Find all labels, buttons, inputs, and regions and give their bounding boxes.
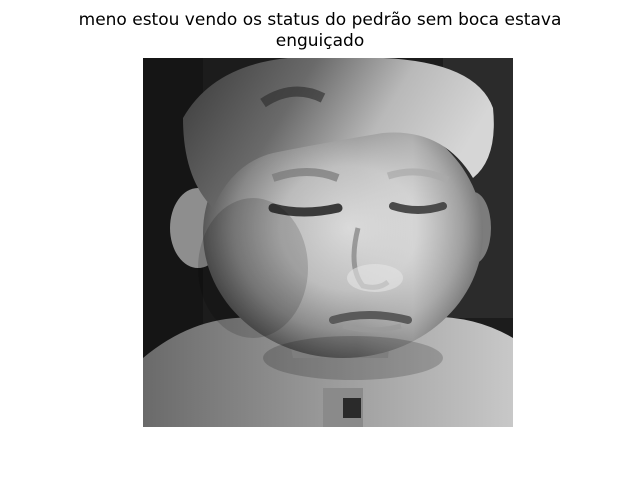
title-line-2: enguiçado bbox=[275, 31, 365, 51]
figure-title bbox=[0, 10, 640, 52]
portrait-image-svg bbox=[143, 58, 513, 427]
title-line-1: meno estou vendo os status do pedrão sem boca estava bbox=[78, 10, 562, 30]
portrait-image bbox=[143, 58, 513, 427]
